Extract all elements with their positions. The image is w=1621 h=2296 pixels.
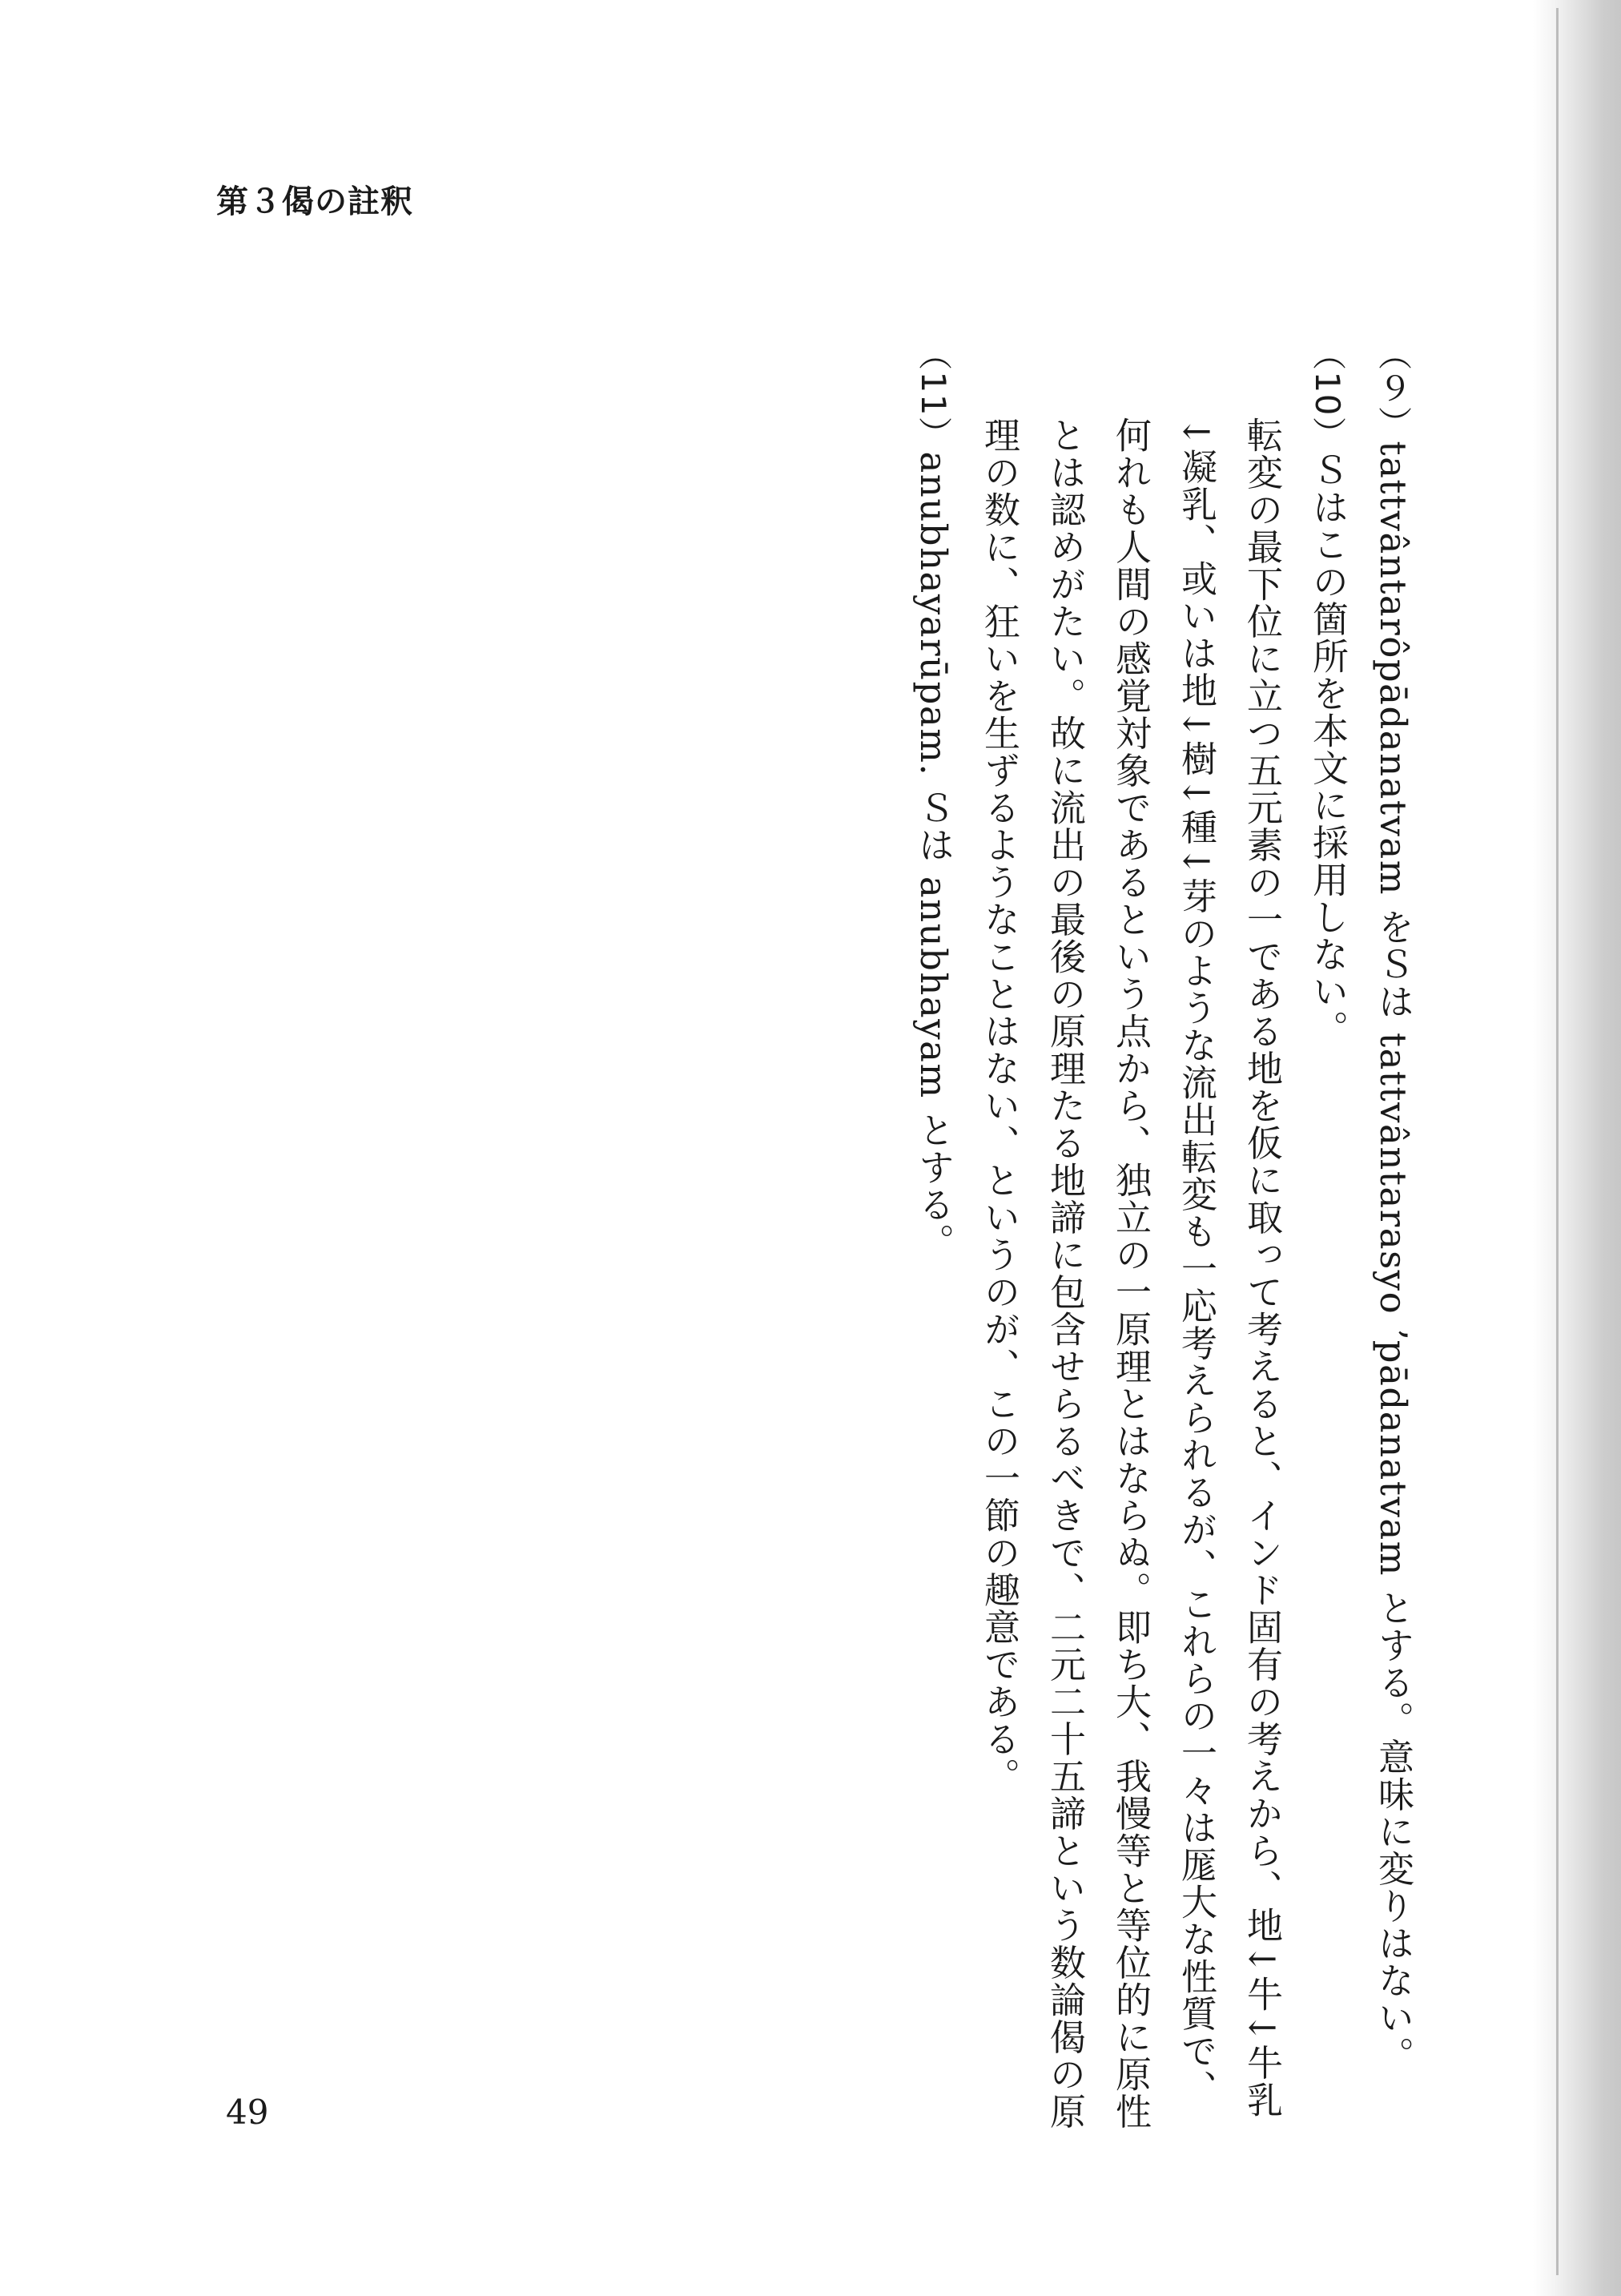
note-text: anubhayarūpam. Ｓは anubhayam とする。: [912, 451, 955, 1261]
note-10-line-3: [1171, 417, 1221, 2107]
note-text: tattvântarôpādanatvam をＳは tattvântarasyo ʼpādanatvam とする。意味に変りはない。: [1372, 441, 1414, 2074]
note-text: とは認めがたい。故に流出の最後の原理たる地諦に包含せらるべきで、二元二十五諦という数論偈の原: [1044, 417, 1086, 2130]
note-11: [908, 336, 958, 1260]
note-number: （11）: [914, 336, 953, 452]
note-10: [1302, 336, 1352, 1047]
note-text: 何れも人間の感覚対象であるという点から、独立の一原理とはならぬ。即ち大、我慢等と等位的に原性: [1109, 417, 1152, 2130]
page-edge-line: [1556, 8, 1559, 2275]
note-text: ↓凝乳、或いは地↓樹↓種↓芽のような流出転変も一応考えられるが、これらの一々は厖大な性質で、: [1175, 417, 1217, 2107]
note-number: （10）: [1308, 336, 1347, 452]
note-10-line-2: [1237, 417, 1286, 2118]
note-text: 転変の最下位に立つ五元素の一である地を仮に取って考えると、インド固有の考えから、地↓牛↓牛乳: [1241, 417, 1283, 2119]
note-text: 理の数に、狂いを生ずるようなことはない、というのが、この一節の趣意である。: [978, 417, 1020, 1795]
note-text: Ｓはこの箇所を本文に採用しない。: [1306, 451, 1349, 1048]
running-head: 第３偈の註釈: [216, 183, 413, 220]
page-edge-shadow: [1533, 0, 1621, 2296]
page-number: 49: [226, 2093, 269, 2132]
note-9: [1368, 336, 1418, 2073]
note-number: （９）: [1374, 336, 1413, 441]
note-10-line-5: [1040, 417, 1089, 2130]
note-10-line-6: [974, 417, 1024, 1795]
note-10-line-4: [1105, 417, 1155, 2130]
